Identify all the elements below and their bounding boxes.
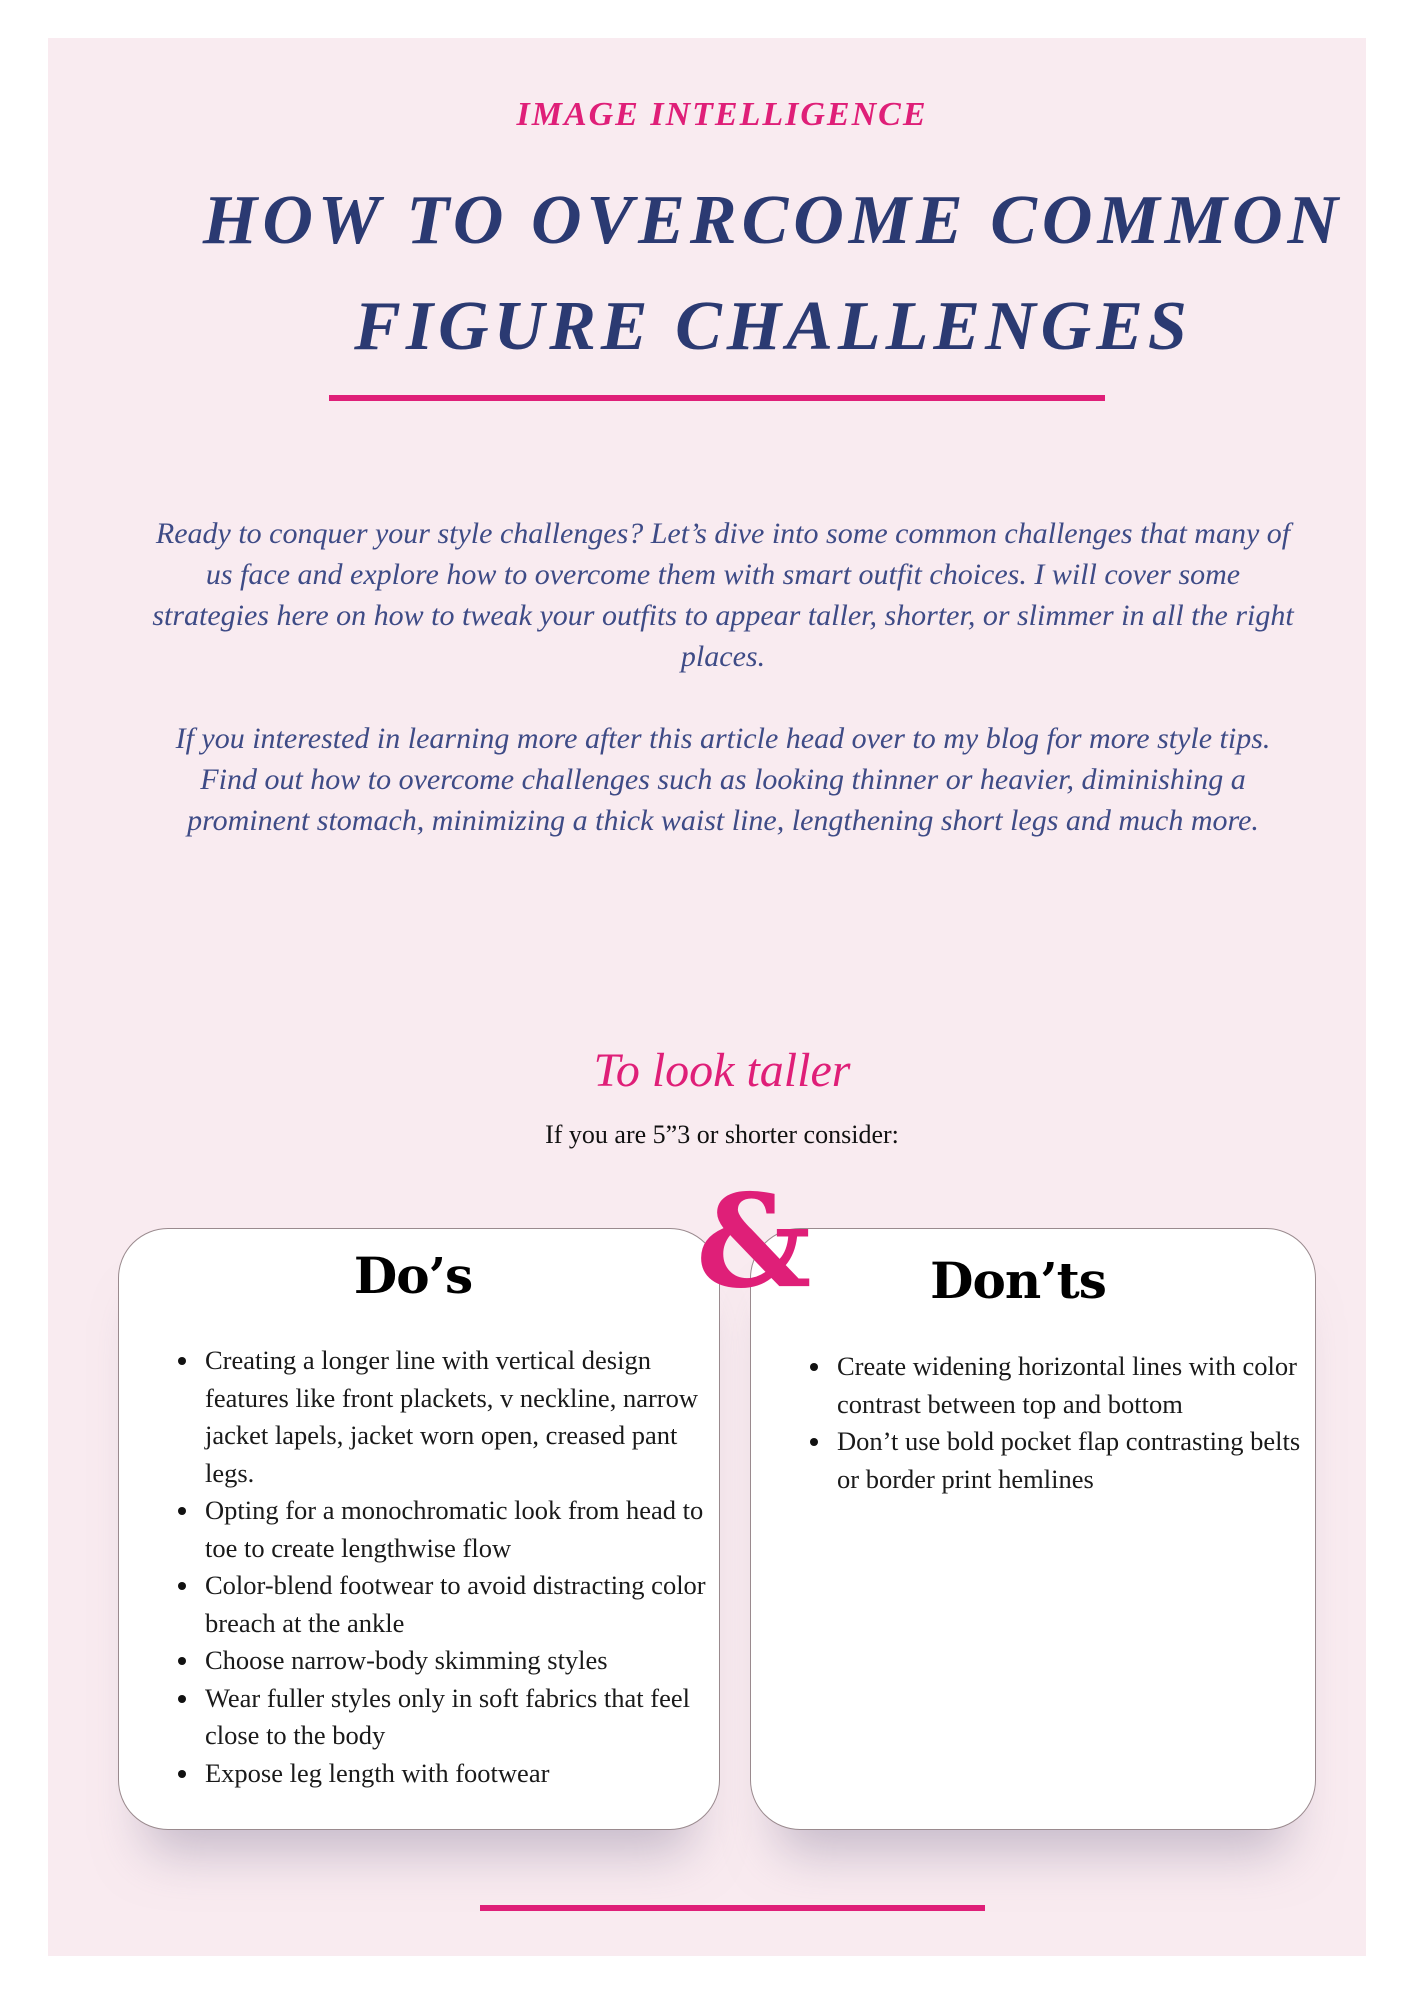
top-divider	[329, 395, 1105, 401]
list-item: Create widening horizontal lines with color contrast between top and bottom	[837, 1348, 1305, 1423]
donts-list	[781, 1348, 1305, 1498]
list-item: Don’t use bold pocket flap contrasting belts or border print hemlines	[837, 1423, 1305, 1498]
list-item: Choose narrow-body skimming styles	[205, 1642, 709, 1680]
page-panel	[48, 38, 1366, 1956]
donts-card	[750, 1228, 1316, 1830]
section-subtitle: If you are 5”3 or shorter consider:	[545, 1120, 899, 1149]
intro-paragraph: Ready to conquer your style challenges? Let’s dive into some common challenges that many of us face and explore how to overcome them with smart outfit choices. I will cover some strategies here on how to tweak your outfits to appear taller, shorter, or slimmer in all the right places.	[152, 517, 1294, 673]
kicker-label: IMAGE INTELLIGENCE	[516, 96, 928, 133]
intro-paragraph: If you interested in learning more after this article head over to my blog for more style tips. Find out how to overcome challenges such as looking thinner or heavier, diminishing a prominent stomach, minimizing a thick waist line, lengthening short legs and much more.	[175, 722, 1271, 837]
list-item: Expose leg length with footwear	[205, 1755, 709, 1793]
page-title	[48, 168, 1414, 380]
list-item: Wear fuller styles only in soft fabrics that feel close to the body	[205, 1680, 709, 1755]
ampersand-glyph: &	[696, 1167, 812, 1317]
list-item: Color-blend footwear to avoid distracting color breach at the ankle	[205, 1567, 709, 1642]
title-line-1: HOW TO OVERCOME COMMON	[202, 182, 1344, 259]
section-title: To look taller	[593, 1044, 851, 1097]
title-line-2: FIGURE CHALLENGES	[354, 288, 1192, 365]
intro-text	[148, 513, 1298, 882]
dos-card	[118, 1228, 720, 1830]
list-item: Creating a longer line with vertical design features like front plackets, v neckline, narrow jacket lapels, jacket worn open, creased pant legs.	[205, 1342, 709, 1492]
donts-title: Don’ts	[930, 1251, 1106, 1310]
list-item: Opting for a monochromatic look from head to toe to create lengthwise flow	[205, 1492, 709, 1567]
dos-list	[149, 1342, 709, 1792]
dos-title: Do’s	[353, 1246, 473, 1305]
bottom-divider	[480, 1905, 985, 1911]
